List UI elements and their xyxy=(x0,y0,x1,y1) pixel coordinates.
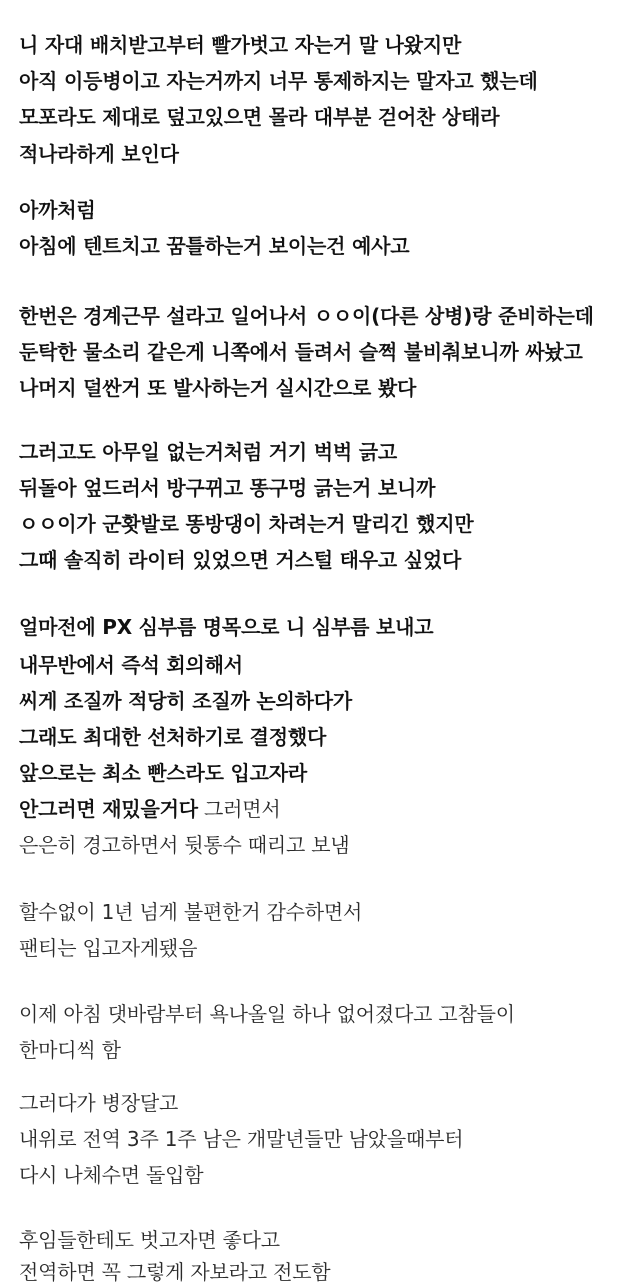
text-line: 모포라도 제대로 덮고있으면 몰라 대부분 걷어찬 상태라 xyxy=(19,105,500,129)
text-line: 얼마전에 PX 심부름 명목으로 니 심부름 보내고 xyxy=(19,615,434,639)
text-span: 그러면서 xyxy=(204,797,281,821)
text-line: 적나라하게 보인다 xyxy=(19,142,179,166)
text-line: 그때 솔직히 라이터 있었으면 거스털 태우고 싶었다 xyxy=(19,548,462,572)
text-line: 내무반에서 즉석 회의해서 xyxy=(19,653,243,677)
text-line: 할수없이 1년 넘게 불편한거 감수하면서 xyxy=(19,900,363,924)
text-line: 그래도 최대한 선처하기로 결정했다 xyxy=(19,725,327,749)
text-line: 뒤돌아 엎드러서 방구뀌고 똥구멍 긁는거 보니까 xyxy=(19,476,436,500)
text-line: 나머지 덜싼거 또 발사하는거 실시간으로 봤다 xyxy=(19,376,417,400)
text-line: 은은히 경고하면서 뒷통수 때리고 보냄 xyxy=(19,833,350,857)
text-line: 그러다가 병장달고 xyxy=(19,1091,179,1115)
text-line: 앞으로는 최소 빤스라도 입고자라 xyxy=(19,761,307,785)
text-line: 아침에 텐트치고 꿈틀하는거 보이는건 예사고 xyxy=(19,234,410,258)
text-line: 씨게 조질까 적당히 조질까 논의하다가 xyxy=(19,689,352,713)
text-line: 다시 나체수면 돌입함 xyxy=(19,1163,204,1187)
text-line: 내위로 전역 3주 1주 남은 개말년들만 남았을때부터 xyxy=(19,1127,464,1151)
text-line: 아까처럼 xyxy=(19,198,96,222)
text-span-bold: 안그러면 재밌을거다 xyxy=(19,797,198,821)
text-line: 그러고도 아무일 없는거처럼 거기 벅벅 긁고 xyxy=(19,440,397,464)
text-line: 한마디씩 함 xyxy=(19,1038,121,1062)
text-line xyxy=(19,795,281,823)
text-line: 이제 아침 댓바람부터 욕나올일 하나 없어졌다고 고참들이 xyxy=(19,1002,515,1026)
text-line: 한번은 경계근무 설라고 일어나서 ㅇㅇ이(다른 상병)랑 준비하는데 xyxy=(19,304,594,328)
text-line: 후임들한테도 벗고자면 좋다고 xyxy=(19,1228,280,1252)
text-line: 아직 이등병이고 자는거까지 너무 통제하지는 말자고 했는데 xyxy=(19,69,538,93)
text-line: 팬티는 입고자게됐음 xyxy=(19,936,198,960)
text-line: 전역하면 꼭 그렇게 자보라고 전도함 xyxy=(19,1260,331,1284)
text-line: 둔탁한 물소리 같은게 니쪽에서 들려서 슬쩍 불비춰보니까 싸놨고 xyxy=(19,340,583,364)
text-line: 니 자대 배치받고부터 빨가벗고 자는거 말 나왔지만 xyxy=(19,33,462,57)
text-line: ㅇㅇ이가 군홧발로 똥방댕이 차려는거 말리긴 했지만 xyxy=(19,512,474,536)
